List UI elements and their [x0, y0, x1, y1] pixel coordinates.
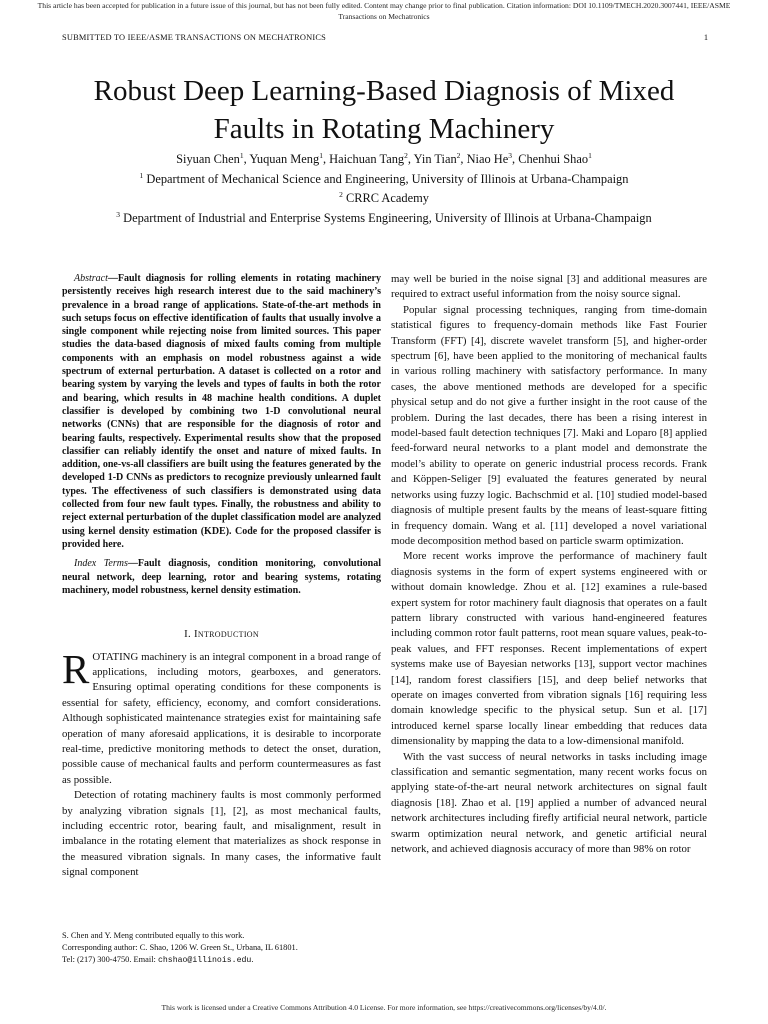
abstract-text: Fault diagnosis for rolling elements in rotating machinery persistently receives high research interest due to the said machinery’s prevalence in a broad range of applications. State-of-the-art methods in such setups focus on effective identification of faults that usually involve a single component while rejecting noise from limited sources. This paper studies the data-based diagnosis of mixed faults coming from multiple components with an emphasis on model robustness against a wide spectrum of external perturbation. A dataset is collected on a rotor and bearing system by varying the levels and types of faults in both the rotor and bearing, which results in 48 machine health conditions. A duplet classifier is developed by combining two 1-D convolutional neural networks (CNNs) that are responsible for the diagnosis of rotor and bearing faults, respectively. Experimental results show that the proposed classifier can reliably identify the onset and nature of mixed faults. In addition, one-vs-all classifiers are built using the features generated by the developed 1-D CNNs as predictors to recognize previously unlearned fault types. The effectiveness of such classifiers is demonstrated using data collected from four new fault types. Finally, the robustness and ability to reject external perturbation of the duplet classification model are analyzed using kernel density estimation (KDE). Code for the proposed classifer is provided here.	[62, 273, 381, 550]
body-paragraph-2: Popular signal processing techniques, ranging from time-domain statistical figures to frequency-domain methods like Fast Fourier Transform (FFT) [4], discrete wavelet transform [5], and higher-order spectrum [6], have been applied to the monitoring of mechanical faults in various rolling machinery with satisfactory performance. In many cases, the above mentioned methods are developed for a specific physical setup and do not give a further insight in the root cause of the problem. During the last decades, there has been a rising interest in model-based fault detection techniques [7]. Maki and Loparo [8] applied feed-forward neural networks to a plant model and demonstrate the model’s ability to operate on generic industrial process records. Frank and Köppen-Seliger [9] evaluated the features generated by neural networks using fuzzy logic. Bachschmid et al. [10] studied model-based diagnosis of multiple present faults by the means of least-square fitting in frequency domain. Wang et al. [11] developed a novel variational mode decomposition method based on particle swarm optimization.	[391, 303, 707, 547]
section-numeral: I.	[184, 628, 191, 641]
author-name: Haichuan Tang	[329, 152, 405, 166]
body-paragraph-1: may well be buried in the noise signal [3] and additional measures are required to extract useful information from the noisy source signal.	[391, 273, 707, 301]
intro-paragraph-2: Detection of rotating machinery faults is most commonly performed by analyzing vibration signals [1], [2], as most mechanical faults, including eccentric rotor, bearing fault, and misalignment, result in imbalance in the rotating element that materializes as shock response in the measured vibration signals. In many cases, the informative fault signal component	[62, 789, 381, 879]
author-name: Yin Tian	[413, 152, 457, 166]
prepublication-notice	[0, 0, 768, 22]
author-affiliation-mark: 2	[404, 150, 408, 160]
affiliation-number: 1	[139, 170, 144, 180]
affiliation-number: 3	[116, 209, 121, 219]
affiliation-1	[0, 170, 768, 190]
author-list: Siyuan Chen$^1$, Yuquan Meng$^1$, Haichuan Tang$^2$, Yin Tian$^2$, Niao He$^3$, Chenhui Shao$^1$	[176, 150, 592, 166]
index-terms-text: Fault diagnosis, condition monitoring, convolutional neural network, deep learning, rotor and bearing systems, rotating machinery, model robustness, kernel density estimation.	[62, 558, 381, 596]
abstract-label: Abstract	[74, 273, 108, 284]
author-name: Yuquan Meng	[249, 152, 320, 166]
author-affiliation-mark: 3	[508, 150, 512, 160]
paper-title	[0, 72, 768, 148]
footnote-period: .	[251, 955, 254, 964]
notice-line-2: Transactions on Mechatronics	[338, 12, 430, 21]
intro-paragraph-1	[62, 645, 381, 789]
intro-paragraph-1-text: OTATING machinery is an integral component in a broad range of applications, including motors, gearboxes, and generators. Ensuring optimal operating conditions for these components is essential for safety, efficiency, economy, and comfort considerations. Although sophisticated maintenance strategies exist for maintaining safe operation of many aforesaid applications, it is desirable to incorporate real-time, predictive monitoring methods to detect the onset, duration, possible cause of mechanical faults and perform countermeasures as fast as possible.	[62, 650, 381, 786]
affiliation-text: CRRC Academy	[345, 191, 429, 205]
author-affiliation-mark: 1	[239, 150, 244, 160]
author-affiliation-mark: 2	[456, 150, 461, 160]
author-footnote	[62, 930, 381, 967]
footnote-line-2: Corresponding author: C. Shao, 1206 W. Green St., Urbana, IL 61801.	[62, 943, 298, 952]
email-link[interactable]: chshao@illinois.edu	[157, 956, 252, 965]
footnote-contact-text: Tel: (217) 300-4750. Email:	[62, 955, 156, 964]
notice-line-1: This article has been accepted for publication in a future issue of this journal, but has not been fully edited. Content may change prior to final publication. Citation information: DOI 10.1109/TMECH.2020.3007441, IEEE/ASME	[37, 1, 731, 10]
affiliation-text: Department of Industrial and Enterprise Systems Engineering, University of Illinois at Urbana-Champaign	[123, 210, 652, 225]
abstract: Abstract—Fault diagnosis for rolling elements in rotating machinery persistently receives high research interest due to the said machinery’s prevalence in a broad range of applications. State-of-the-art methods in such setups focus on effective identification of faults that usually involve a single component while rejecting noise from limited sources. This paper studies the data-based diagnosis of mixed faults coming from multiple components with an emphasis on model robustness against a wide spectrum of external perturbation. A dataset is collected on a rotor and bearing system by varying the levels and types of faults in both the rotor and bearing, which results in 48 machine health conditions. A duplet classifier is developed by combining two 1-D convolutional neural networks (CNNs) that are responsible for the diagnosis of rotor and bearing faults, respectively. Experimental results show that the proposed classifier can reliably identify the onset and nature of mixed faults. In addition, one-vs-all classifiers are built using the features generated by the developed 1-D CNNs as predictors to recognize previously unlearned fault types. The effectiveness of such classifiers is demonstrated using data collected from four new fault types. Finally, the robustness and ability to reject external perturbation of the duplet classification model are analyzed using kernel density estimation (KDE). Code for the proposed classifer is provided here.	[62, 273, 381, 550]
author-name: Niao He	[466, 152, 509, 166]
footnote-line-1: S. Chen and Y. Meng contributed equally to this work.	[62, 931, 245, 940]
author-affiliation-mark: 1	[588, 150, 592, 160]
drop-cap: R	[62, 645, 90, 692]
title-line-2: Faults in Rotating Machinery	[213, 113, 555, 145]
author-block	[0, 150, 768, 228]
body-paragraph-4: With the vast success of neural networks in tasks including image classification and semantic segmentation, many recent works focus on applying state-of-the-art neural network architectures on signal fault diagnosis [18]. Zhao et al. [19] applied a number of advanced neural network architectures including firefly artificial neural network, particle swarm optimization neural network, and genetic artificial neural network, and achieved diagnosis accuracy of more than 98% on rotor	[391, 750, 707, 856]
index-terms: Index Terms—Fault diagnosis, condition monitoring, convolutional neural network, deep learning, rotor and bearing systems, rotating machinery, model robustness, kernel density estimation.	[62, 558, 381, 596]
footnote-line-3	[62, 954, 381, 967]
license-footer: This work is licensed under a Creative Commons Attribution 4.0 License. For more information, see https://creativecommons.org/licenses/by/4.0/.	[161, 1003, 607, 1012]
section-title: Introduction	[193, 628, 259, 641]
author-affiliation-mark: 1	[319, 150, 323, 160]
left-column	[62, 272, 381, 881]
running-header: SUBMITTED TO IEEE/ASME TRANSACTIONS ON MECHATRONICS	[62, 33, 327, 42]
right-column	[391, 272, 707, 857]
title-line-1: Robust Deep Learning-Based Diagnosis of Mixed	[93, 75, 675, 107]
author-name: Chenhui Shao	[518, 152, 589, 166]
affiliation-number: 2	[339, 189, 343, 199]
body-paragraph-3: More recent works improve the performance of machinery fault diagnosis systems in the form of expert systems engineered with or without domain knowledge. Zhou et al. [12] examines a rule-based expert system for rotor machinery fault diagnosis that operates on a fault pattern library constructed with various hand-engineered features including common rotor fault patterns, root mean square values, peak-to-peak values, and FFT responses. Recent implementations of expert systems make use of Bayesian networks [13], support vector machines [14], random forest classifiers [15], and deep belief networks that operate on images converted from vibration signals [16] requiring less domain knowledge specific to the physical setup. Sun et al. [17] introduced kernel sparse locally linear embedding that reduces data dimensionality by mapping the data to a low-dimensional manifold.	[391, 550, 707, 748]
affiliation-text: Department of Mechanical Science and Engineering, University of Illinois at Urbana-Champaign	[146, 171, 629, 186]
affiliation-3	[0, 209, 768, 229]
index-terms-label: Index Terms	[74, 558, 128, 570]
section-heading	[62, 627, 381, 642]
author-name: Siyuan Chen	[176, 152, 240, 166]
affiliation-2	[0, 189, 768, 209]
page-number: 1	[703, 33, 708, 42]
